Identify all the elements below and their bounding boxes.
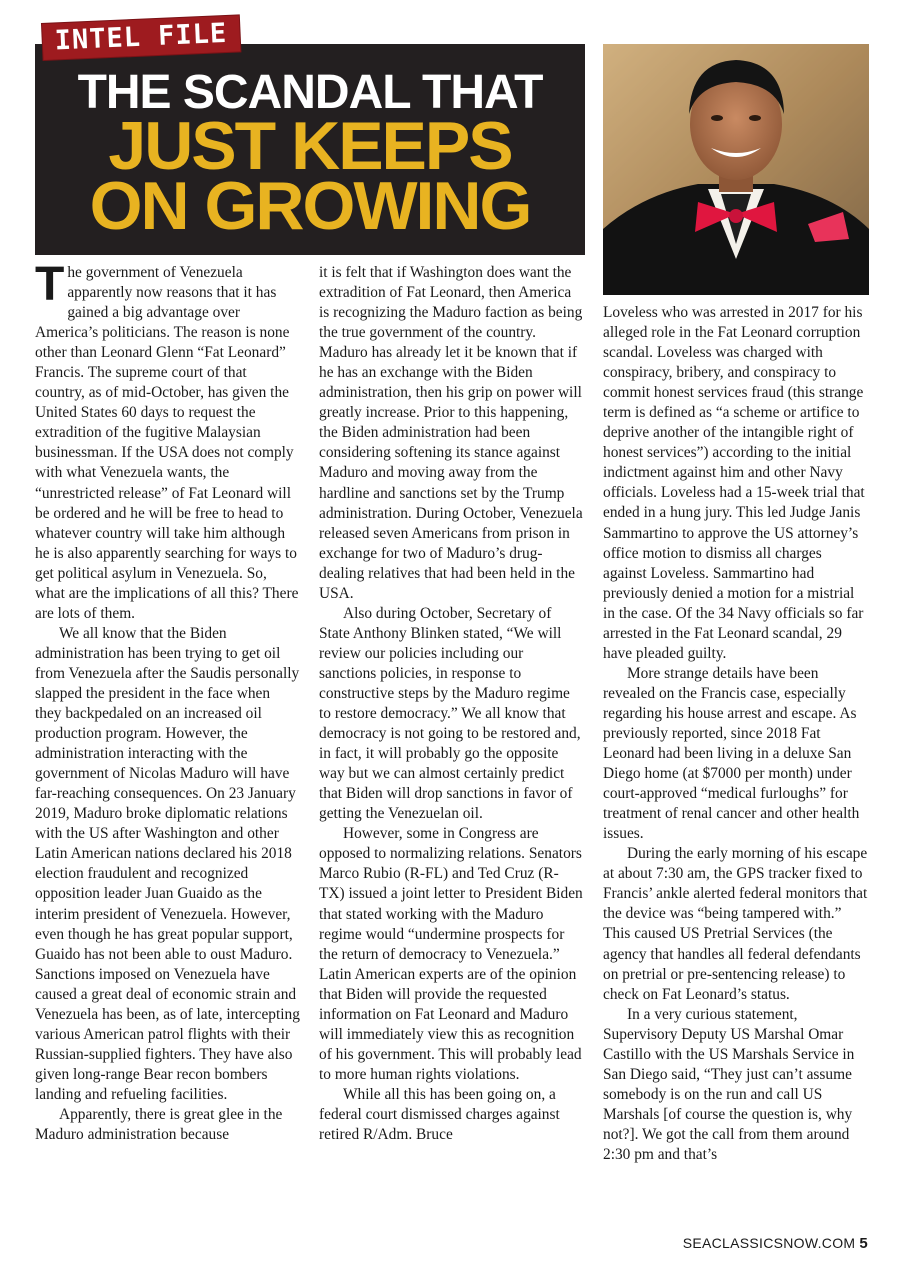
drop-cap: T xyxy=(35,258,65,311)
site-url: SEACLASSICSNOW.COM xyxy=(682,1235,856,1251)
paragraph: In a very curious statement, Supervisory Deputy US Marshal Omar Castillo with the US Marshals Service in San Diego said, “They just can’t assume somebody is on the run and call US Marshals [of course the question is, why not?]. We got the call from them around 2:30 pm and that’s xyxy=(603,1005,855,1163)
paragraph: it is felt that if Washington does want the extradition of Fat Leonard, then America is recognizing the Maduro faction as being the true government of the country. Maduro has already let it be known that if he has an exchange with the Biden administration, then his grip on power will greatly increase. Prior to this happening, the Biden administration had been considering softening its stance against Maduro and moving away from the hardline and sanctions set by the Trump administration. During October, Venezuela released seven Americans from prison in exchange for two of Maduro’s drug-dealing relatives that had been held in the USA. xyxy=(319,264,583,602)
page-footer xyxy=(683,1235,868,1252)
intel-file-tag: INTEL FILE xyxy=(42,15,240,60)
paragraph: The government of Venezuela apparently now reasons that it has gained a big advantage over America’s politicians. The reason is none other than Leonard Glenn “Fat Leonard” Francis. The supreme court of that country, as of mid-October, has given the United States 60 days to request the extradition of the fugitive Malaysian businessman. If the USA does not comply with what Venezuela wants, the “unrestricted release” of Fat Leonard will be ordered and he will be free to head to whatever country will take him although he is also apparently searching for ways to get political asylum in Venezuela. So, what are the implications of all this? There are lots of them. xyxy=(35,258,299,622)
paragraph: We all know that the Biden administration has been trying to get oil from Venezuela after the Saudis personally slapped the president in the face when they backpedaled on an increased oil production program. However, the administration interacting with the government of Nicolas Maduro will have far-reaching consequences. On 23 January 2019, Maduro broke diplomatic relations with the US after Washington and other Latin American nations declared his 2018 election fraudulent and recognized opposition leader Juan Guaido as the interim president of Venezuela. However, even though he has great popular support, Guaido has not been able to oust Maduro. Sanctions imposed on Venezuela have caused a great deal of economic strain and Venezuela has been, as of late, intercepting various American patrol flights with their Russian-supplied fighters. They have also given long-range Bear recon bombers landing and refueling facilities. xyxy=(35,624,300,1103)
paragraph: Loveless who was arrested in 2017 for his alleged role in the Fat Leonard corruption scandal. Loveless was charged with conspiracy, bribery, and conspiracy to commit honest services fraud (this strange term is defined as “a scheme or artifice to deprive another of the intangible right of honest services”) according to the initial indictment against him and other Navy officials. Loveless had a 15-week trial that ended in a hung jury. This led Judge Janis Sammartino to approve the US attorney’s office motion to dismiss all charges against Loveless. Sammartino had previously denied a motion for a mistrial in the case. Of the 34 Navy officials so far arrested in the Fat Leonard scandal, 29 have pleaded guilty. xyxy=(603,304,865,662)
article-column-1 xyxy=(35,258,300,1145)
paragraph: Apparently, there is great glee in the Maduro administration because xyxy=(35,1105,283,1144)
headline-line-2: JUST KEEPS xyxy=(108,108,512,184)
article-column-2 xyxy=(319,263,584,1145)
headline-line-1: THE SCANDAL THAT xyxy=(77,66,543,119)
paragraph: More strange details have been revealed on the Francis case, especially regarding his house arrest and escape. As previously reported, since 2018 Fat Leonard had been living in a deluxe San Diego home (at $7000 per month) under court-approved “medical furloughs” for treatment of renal cancer and other health issues. xyxy=(603,664,860,843)
paragraph: However, some in Congress are opposed to normalizing relations. Senators Marco Rubio (R-FL) and Ted Cruz (R-TX) issued a joint letter to President Biden that stated working with the Maduro regime would “undermine prospects for the return of democracy to Venezuela.” Latin American experts are of the opinion that Biden will provide the requested information on Fat Leonard and Maduro will immediately view this as recognition of his government. This will probably lead to more human rights violations. xyxy=(319,825,583,1083)
article-column-3 xyxy=(603,303,869,1165)
paragraph: Also during October, Secretary of State Anthony Blinken stated, “We will review our policies including our sanctions policies, in response to constructive steps by the Maduro regime to restore democracy.” We all know that democracy is not going to be restored and, in fact, it will probably go the opposite way but we can almost certainly predict that Biden will drop sanctions in favor of getting the Venezuelan oil. xyxy=(319,604,581,823)
paragraph: During the early morning of his escape at about 7:30 am, the GPS tracker fixed to Francis’ ankle alerted federal monitors that the device was “being tampered with.” This caused US Pretrial Services (the agency that handles all federal defendants on pretrial or pre-sentencing release) to check on Fat Leonard’s status. xyxy=(603,845,868,1003)
headline-line-3: ON GROWING xyxy=(89,168,531,244)
page-number: 5 xyxy=(859,1235,868,1252)
portrait-photo-icon xyxy=(603,44,869,295)
portrait-photo xyxy=(603,44,869,295)
paragraph: While all this has been going on, a federal court dismissed charges against retired R/Adm. Bruce xyxy=(319,1085,560,1144)
